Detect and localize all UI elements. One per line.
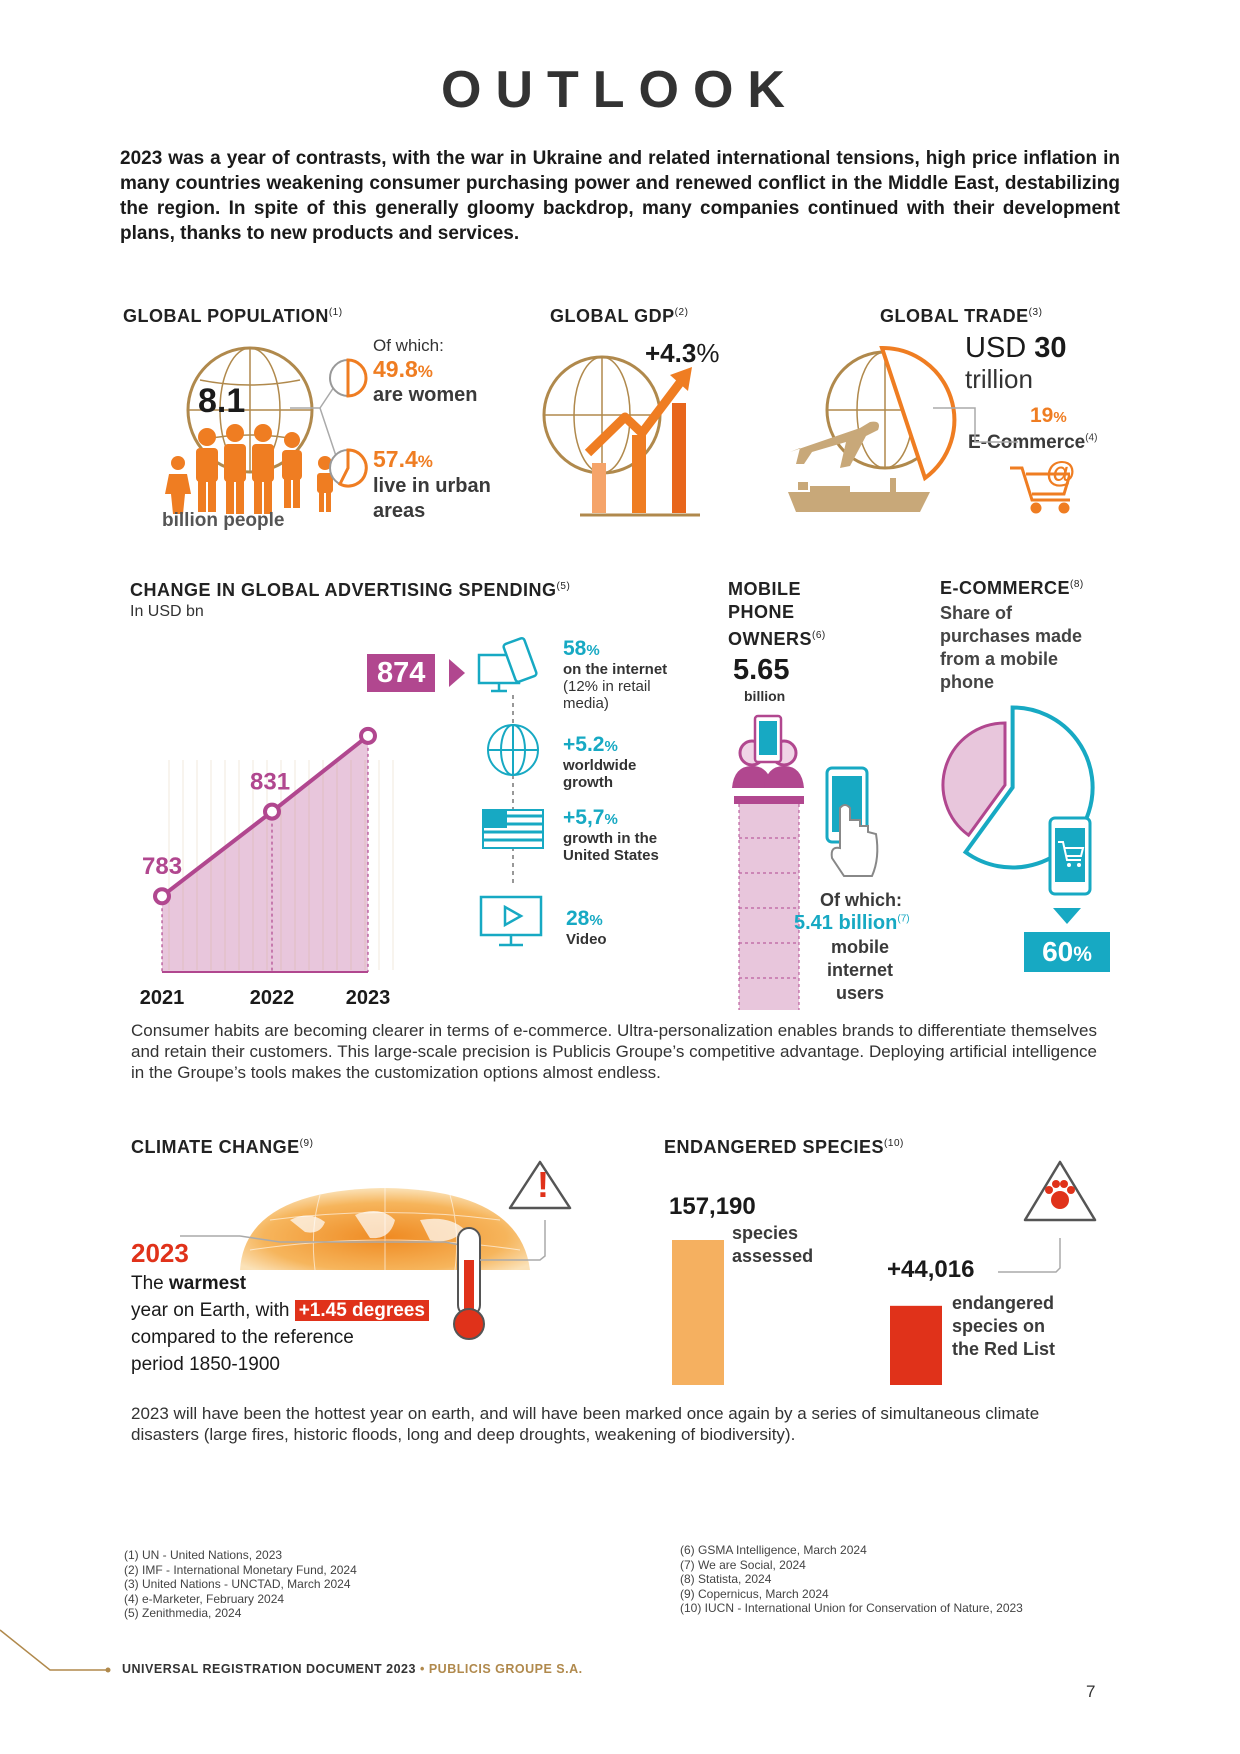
- pillar-cap: [734, 796, 804, 804]
- bar-species-endangered: [890, 1306, 942, 1385]
- advertising-subtitle: In USD bn: [130, 603, 204, 620]
- us-flag-icon: [483, 810, 543, 848]
- ecommerce-trade-label: E-Commerce$^{(4)}$: [968, 432, 1098, 453]
- advertising-area-chart: [120, 640, 460, 1010]
- stat-worldwide: +5.2% worldwide growth: [563, 733, 637, 791]
- mobile-heading: MOBILE PHONE OWNERS$^{(6)}$: [728, 579, 826, 649]
- species-assessed-value: 157,190: [669, 1193, 756, 1220]
- footer-text: UNIVERSAL REGISTRATION DOCUMENT 2023 • PUBLICIS GROUPE S.A.: [122, 1662, 583, 1676]
- ecommerce-subtitle: Share of purchases made from a mobile phone: [940, 603, 1083, 692]
- species-endangered-label: endangered species on the Red List: [952, 1293, 1056, 1359]
- people-icon: [165, 424, 333, 514]
- trade-heading: GLOBAL TRADE$^{(3)}$: [880, 306, 1043, 326]
- bar-growth-icon: [580, 367, 700, 515]
- advertising-heading: CHANGE IN GLOBAL ADVERTISING SPENDING$^{(5)}$: [130, 580, 571, 600]
- data-point-2023: [361, 729, 375, 743]
- trade-pie-slice: [882, 348, 954, 478]
- urban-share-icon: [330, 450, 366, 486]
- advertising-icons: [475, 635, 555, 965]
- pointer-arrow-icon: [449, 659, 465, 687]
- urban-percent: 57.4%: [373, 446, 433, 472]
- mobile-internet-label: mobile internet users: [826, 937, 893, 1003]
- value-label-2021: 783: [142, 853, 183, 881]
- at-sign-icon: @: [1046, 456, 1076, 489]
- page-number: 7: [1086, 1682, 1096, 1701]
- population-value: 8.1: [198, 382, 246, 420]
- people-with-phone-icon: [732, 716, 804, 788]
- page-title: OUTLOOK: [441, 61, 799, 119]
- population-graphic: [145, 330, 565, 540]
- thermometer-icon: [454, 1228, 484, 1339]
- stat-united-states: +5,7% growth in the United States: [563, 806, 659, 864]
- globe-outline-icon: [488, 725, 538, 775]
- gdp-graphic: [530, 345, 720, 525]
- trade-unit: trillion: [965, 364, 1033, 394]
- population-of-which: Of which:: [373, 336, 444, 355]
- stat-internet: 58% on the internet (12% in retail media): [563, 637, 668, 712]
- ship-icon: [788, 478, 930, 512]
- tick-label-2023: 2023: [345, 987, 391, 1009]
- species-assessed-label: species assessed: [732, 1223, 814, 1266]
- mobile-value: 5.65: [733, 654, 790, 686]
- bar-species-assessed: [672, 1240, 724, 1385]
- footnotes-right: (6) GSMA Intelligence, March 2024 (7) We are Social, 2024 (8) Statista, 2024 (9) Copernicus, March 2024 (10) IUCN - International Union for Conservation of Nature, 2023: [680, 1543, 1023, 1615]
- footer-decoration: [0, 1620, 120, 1680]
- touch-phone-icon: [827, 768, 877, 876]
- phone-cart-icon: [1050, 818, 1090, 894]
- climate-heading: CLIMATE CHANGE$^{(9)}$: [131, 1137, 314, 1157]
- population-heading: GLOBAL POPULATION$^{(1)}$: [123, 306, 343, 326]
- data-point-2022: [265, 805, 279, 819]
- population-unit: billion people: [162, 510, 285, 531]
- devices-icon: [479, 637, 537, 691]
- trade-graphic: [770, 340, 1070, 530]
- urban-label: live in urban areas: [373, 475, 491, 522]
- data-point-2021: [155, 889, 169, 903]
- species-heading: ENDANGERED SPECIES$^{(10)}$: [664, 1137, 904, 1157]
- ecommerce-paragraph: Consumer habits are becoming clearer in terms of e-commerce. Ultra-personalization enables brands to differentiate themselves and retain their customers. This large-scale precision is Publicis Groupe’s competitive advantage. Deploying artificial intelligence in the Groupe’s tools makes the customization options almost endless.: [131, 1021, 1097, 1082]
- video-screen-icon: [481, 897, 541, 945]
- climate-year: 2023: [131, 1238, 189, 1268]
- warning-exclamation-glyph: !: [537, 1164, 549, 1205]
- women-percent: 49.8%: [373, 356, 433, 382]
- tick-label-2021: 2021: [139, 987, 185, 1009]
- tick-label-2022: 2022: [249, 987, 295, 1009]
- stat-video: 28% Video: [566, 907, 607, 948]
- paw-warning-icon: [1025, 1162, 1095, 1220]
- species-endangered-value: +44,016: [887, 1256, 975, 1283]
- mobile-internet-value: 5.41 billion$^{(7)}$: [794, 912, 910, 934]
- ecommerce-pie-chart: [935, 700, 1135, 910]
- intro-paragraph: 2023 was a year of contrasts, with the war in Ukraine and related international tensions, high price inflation in many countries weakening consumer purchasing power and renewed conflict in the Middle East, destabilizing the region. In spite of this generally gloomy backdrop, many companies continued with their development plans, thanks to new products and services.: [120, 148, 1120, 244]
- gdp-value: +4.3%: [645, 338, 720, 368]
- women-share-icon: [330, 360, 366, 396]
- value-label-2022: 831: [250, 768, 291, 796]
- mobile-unit: billion: [744, 688, 786, 704]
- down-arrow-icon: [1053, 908, 1081, 924]
- mobile-of-which: Of which:: [820, 890, 902, 910]
- climate-text: The warmest year on Earth, with +1.45 degrees compared to the reference period 1850-1900: [131, 1270, 429, 1378]
- value-label-2023: 874: [367, 654, 435, 692]
- ecommerce-value-badge: 60%: [1024, 932, 1110, 972]
- trade-value: USD 30: [965, 332, 1067, 364]
- airplane-icon: [790, 422, 879, 468]
- ecommerce-heading: E-COMMERCE$^{(8)}$: [940, 578, 1084, 598]
- footnotes-left: (1) UN - United Nations, 2023 (2) IMF - International Monetary Fund, 2024 (3) United Nations - UNCTAD, March 2024 (4) e-Marketer, February 2024 (5) Zenithmedia, 2024: [124, 1548, 357, 1620]
- climate-paragraph: 2023 will have been the hottest year on earth, and will have been marked once again by a series of simultaneous climate disasters (large fires, historic floods, long and deep droughts, weakening of biodiversity).: [131, 1404, 1040, 1444]
- ecommerce-trade-percent: 19%: [1030, 404, 1067, 427]
- women-label: are women: [373, 384, 478, 406]
- gdp-heading: GLOBAL GDP$^{(2)}$: [550, 306, 689, 326]
